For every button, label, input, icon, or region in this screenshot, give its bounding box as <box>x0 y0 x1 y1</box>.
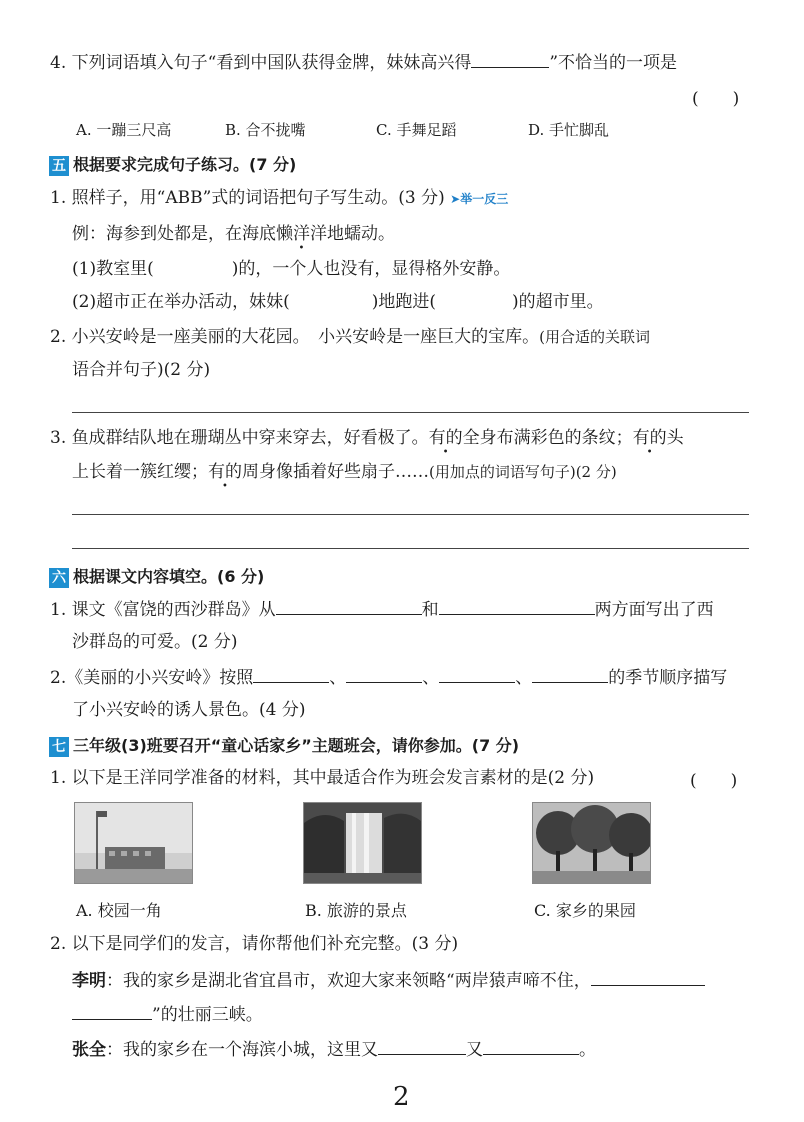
q3-text-c: 全身布满彩色的条纹； <box>462 428 633 448</box>
q4-prefix: 4. 下列词语填入句子“看到中国队获得金牌，妹妹高兴得 <box>50 53 472 73</box>
q3-text-2c: 周身像插着好些扇子…… <box>242 462 429 482</box>
s5-q3-line2 <box>72 460 617 484</box>
liming-line1 <box>72 967 705 993</box>
s5-q1-tip: ➤举一反三 <box>450 192 509 206</box>
s6-q2-blank4[interactable] <box>532 664 608 683</box>
caption-a: A. 校园一角 <box>76 901 162 920</box>
s7-q2: 2. 以下是同学们的发言，请你帮他们补充完整。(3 分) <box>50 934 459 954</box>
s1-text-b: )的，一个人也没有，显得格外安静。 <box>231 259 511 279</box>
s2-text-c: )的超市里。 <box>511 292 604 312</box>
s1-text-a: (1)教室里( <box>72 259 154 279</box>
q3-hint: (用加点的词语写句子)(2 分) <box>429 463 617 481</box>
example-text: 例：海参到处都是，在海底 <box>72 224 276 244</box>
q3-text-2a: 上长着一簇红缨； <box>72 462 208 482</box>
s5-q3-answer-line-1[interactable] <box>72 514 749 515</box>
s6-q1-b: 和 <box>421 600 439 620</box>
s6-q1-line1 <box>50 596 714 622</box>
example-dotted-word: 懒洋洋 <box>276 224 327 244</box>
q3-dotted-youde-2: 有的 <box>632 428 667 448</box>
q4-option-b: B. 合不拢嘴 <box>225 121 306 139</box>
s6-q1-c: 两方面写出了西 <box>594 600 714 620</box>
page-number: 2 <box>393 1082 410 1112</box>
s6-q1-blank2[interactable] <box>439 596 595 615</box>
q3-dotted-youde-1: 有的 <box>428 428 463 448</box>
section5-heading <box>49 152 296 176</box>
q4-answer-paren[interactable]: ( ) <box>692 89 740 109</box>
section7-title: 三年级(3)班要召开“童心话家乡”主题班会，请你参加。(7 分) <box>73 736 520 755</box>
s6-q2-a: 2.《美丽的小兴安岭》按照 <box>50 668 254 688</box>
s2-text-a: (2)超市正在举办活动，妹妹( <box>72 292 290 312</box>
s7-q1-paren[interactable]: ( ) <box>690 771 738 791</box>
section6-badge: 六 <box>49 568 69 588</box>
s5-q1-sentence1 <box>72 257 510 281</box>
q4-option-c: C. 手舞足蹈 <box>376 121 457 139</box>
orchard-image <box>533 803 650 883</box>
s7-q1: 1. 以下是王洋同学准备的材料，其中最适合作为班会发言素材的是(2 分) <box>50 768 595 788</box>
section6-heading <box>49 564 264 588</box>
s6-q2-blank2[interactable] <box>346 664 422 683</box>
s5-q2-hint: (用合适的关联词 <box>539 328 650 346</box>
campus-image <box>75 803 192 883</box>
s5-q1-example <box>72 222 395 246</box>
liming-text: ：我的家乡是湖北省宜昌市，欢迎大家来领略“两岸猿声啼不住， <box>106 971 591 991</box>
orchard-photo[interactable] <box>532 802 651 884</box>
s2-text-b: )地跑进( <box>371 292 436 312</box>
section5-title: 根据要求完成句子练习。(7 分) <box>73 155 297 174</box>
zq-blank-2[interactable] <box>483 1036 579 1055</box>
section7-badge: 七 <box>49 737 69 757</box>
section7-heading <box>49 733 519 757</box>
zq-text-b: 又 <box>466 1040 483 1060</box>
s5-q3-line1 <box>50 426 684 450</box>
zhangquan-line <box>72 1036 596 1062</box>
speaker-zhangquan: 张全 <box>72 1040 106 1060</box>
caption-b: B. 旅游的景点 <box>305 901 407 920</box>
s6-q2-line2: 了小兴安岭的诱人景色。(4 分) <box>72 700 306 720</box>
q3-dotted-youde-3: 有的 <box>208 462 242 482</box>
sep1: 、 <box>329 668 347 688</box>
q4-option-a: A. 一蹦三尺高 <box>76 121 172 139</box>
q4-option-d: D. 手忙脚乱 <box>528 121 610 139</box>
s6-q1-a: 1. 课文《富饶的西沙群岛》从 <box>50 600 276 620</box>
sep3: 、 <box>515 668 533 688</box>
speaker-liming: 李明 <box>72 971 106 991</box>
zq-text-c: 。 <box>579 1040 596 1060</box>
s6-q2-blank1[interactable] <box>253 664 329 683</box>
s5-q2-line1 <box>50 325 650 349</box>
liming-blank-1[interactable] <box>591 967 705 986</box>
s6-q1-line2: 沙群岛的可爱。(2 分) <box>72 632 238 652</box>
liming-blank-2[interactable] <box>72 1001 152 1020</box>
zq-text-a: ：我的家乡在一个海滨小城，这里又 <box>106 1040 378 1060</box>
q4-suffix: ”不恰当的一项是 <box>549 53 678 73</box>
section6-title: 根据课文内容填空。(6 分) <box>73 567 265 586</box>
liming-end: ”的壮丽三峡。 <box>152 1005 263 1025</box>
waterfall-image <box>304 803 421 883</box>
sep2: 、 <box>422 668 440 688</box>
s6-q2-blank3[interactable] <box>439 664 515 683</box>
zq-blank-1[interactable] <box>378 1036 466 1055</box>
caption-c: C. 家乡的果园 <box>534 901 636 920</box>
s5-q1-sentence2 <box>72 290 604 314</box>
s5-q3-answer-line-2[interactable] <box>72 548 749 549</box>
s5-q1-text: 1. 照样子，用“ABB”式的词语把句子写生动。(3 分) <box>50 188 445 208</box>
s6-q2-b: 的季节顺序描写 <box>608 668 728 688</box>
s6-q1-blank1[interactable] <box>276 596 422 615</box>
s5-q2-line2: 语合并句子)(2 分) <box>72 360 211 380</box>
q3-text-e: 头 <box>666 428 684 448</box>
q3-text-a: 3. 鱼成群结队地在珊瑚丛中穿来穿去，好看极了。 <box>50 428 429 448</box>
s5-q2-answer-line[interactable] <box>72 412 749 413</box>
liming-line2 <box>72 1001 263 1027</box>
waterfall-photo[interactable] <box>303 802 422 884</box>
section5-badge: 五 <box>49 156 69 176</box>
q4-stem <box>50 49 677 75</box>
s6-q2-line1 <box>50 664 727 690</box>
s5-q2-text: 2. 小兴安岭是一座美丽的大花园。 小兴安岭是一座巨大的宝库。 <box>50 327 540 347</box>
q4-blank[interactable] <box>471 49 549 68</box>
s5-q1 <box>50 186 508 211</box>
example-text-end: 地蠕动。 <box>327 224 395 244</box>
campus-photo[interactable] <box>74 802 193 884</box>
